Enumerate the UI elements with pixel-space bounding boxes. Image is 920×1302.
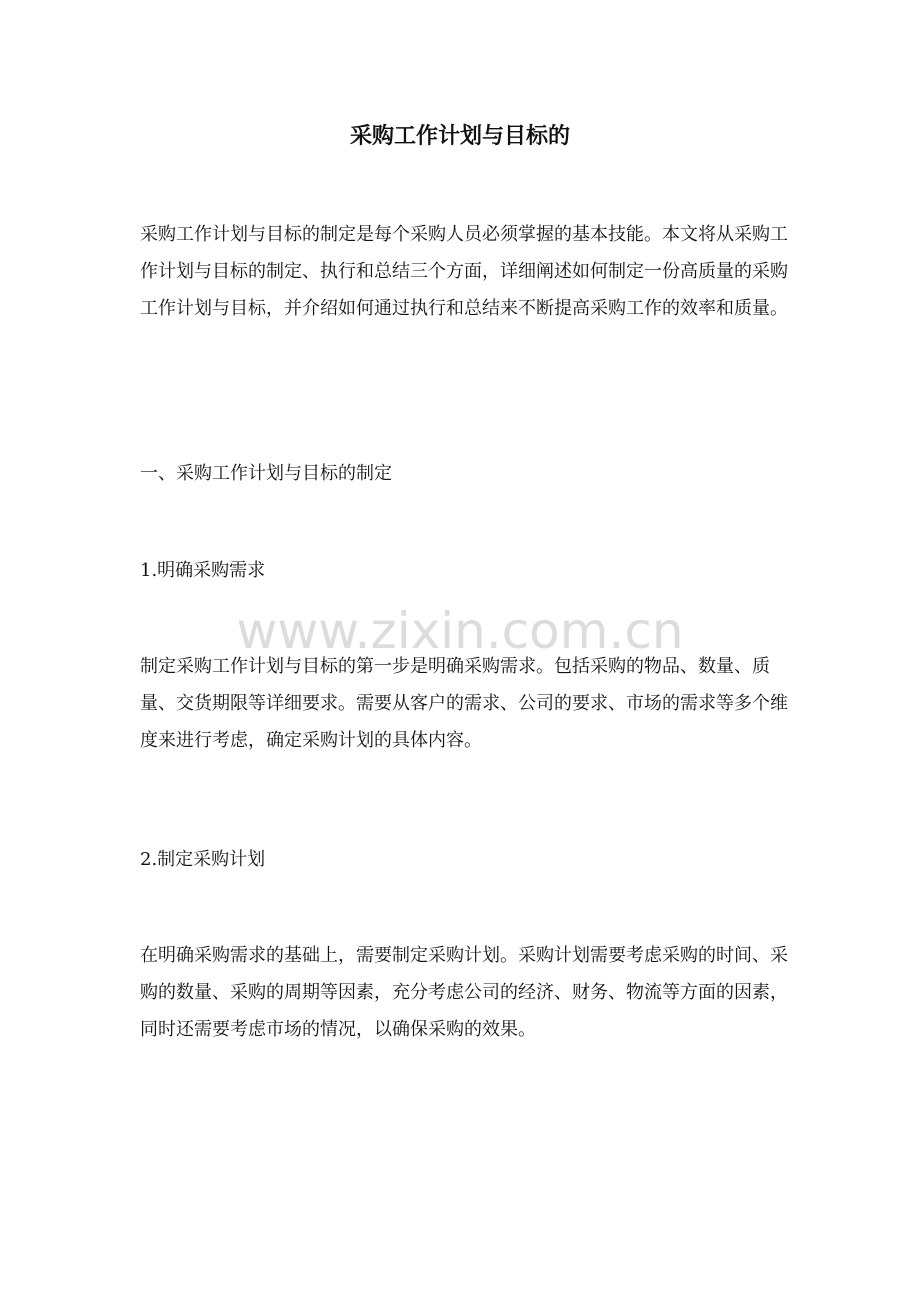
- subsection-heading-2: 2.制定采购计划: [140, 849, 266, 870]
- intro-paragraph: 采购工作计划与目标的制定是每个采购人员必须掌握的基本技能。本文将从采购工作计划与目标的制定、执行和总结三个方面，详细阐述如何制定一份高质量的采购工作计划与目标，并介绍如何通过执行和总结来不断提高采购工作的效率和质量。: [140, 224, 788, 319]
- document-title: 采购工作计划与目标的: [349, 123, 570, 149]
- subsection-paragraph-1: 制定采购工作计划与目标的第一步是明确采购需求。包括采购的物品、数量、质量、交货期限等详细要求。需要从客户的需求、公司的要求、市场的需求等多个维度来进行考虑，确定采购计划的具体内容。: [140, 656, 788, 751]
- section-heading-1: 一、采购工作计划与目标的制定: [140, 463, 392, 484]
- watermark: www.zixin.com.cn: [236, 602, 684, 660]
- subsection-paragraph-2: 在明确采购需求的基础上，需要制定采购计划。采购计划需要考虑采购的时间、采购的数量、采购的周期等因素，充分考虑公司的经济、财务、物流等方面的因素，同时还需要考虑市场的情况，以确保采购的效果。: [140, 945, 788, 1040]
- subsection-heading-1: 1.明确采购需求: [140, 560, 266, 581]
